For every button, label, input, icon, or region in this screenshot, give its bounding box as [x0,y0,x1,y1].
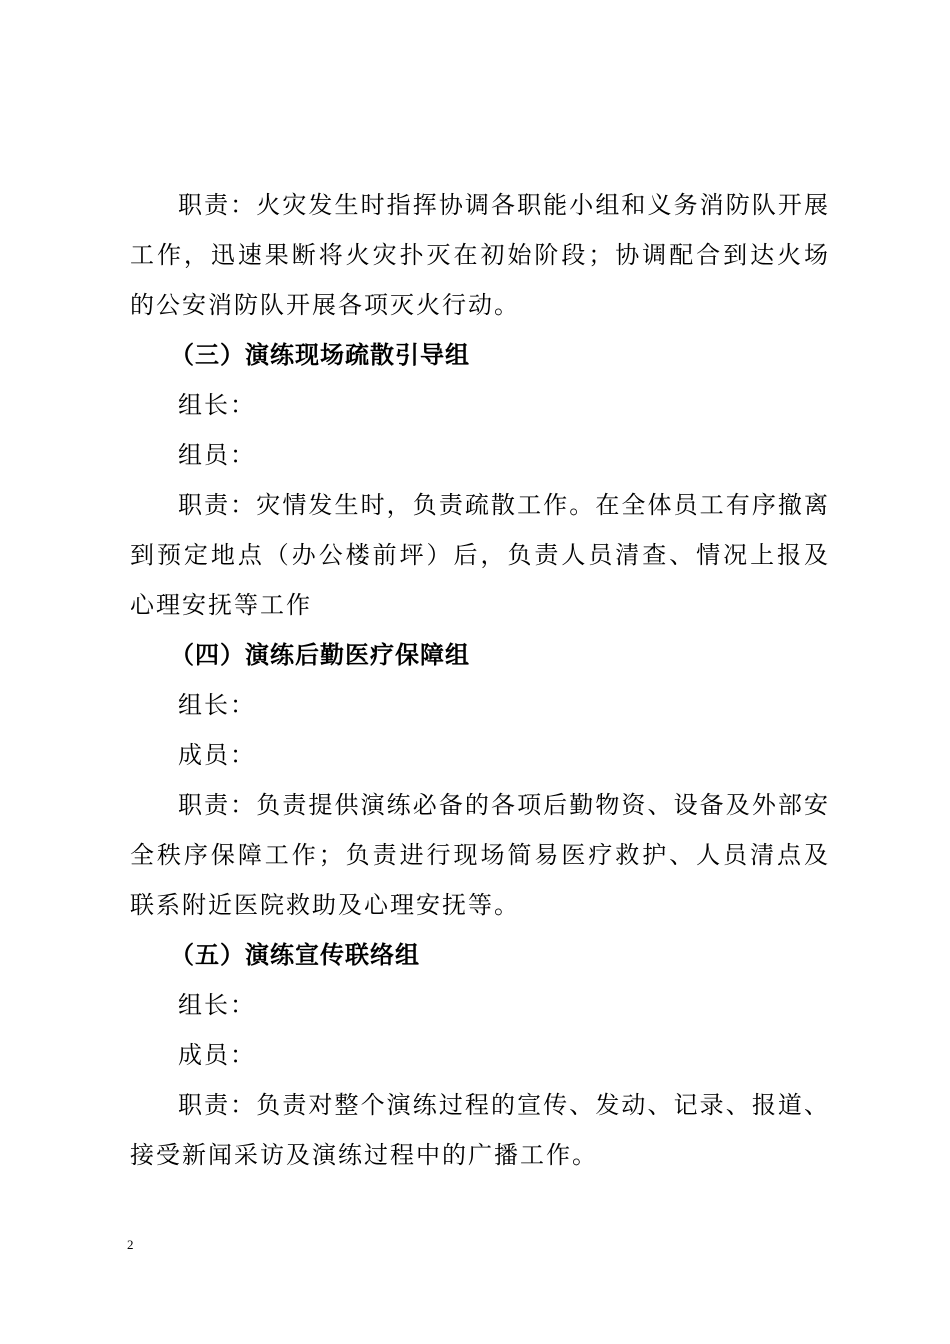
section-heading: （四）演练后勤医疗保障组 [170,641,470,669]
document-body [130,180,830,1180]
duties-paragraph: 职责：灾情发生时，负责疏散工作。在全体员工有序撤离到预定地点（办公楼前坪）后，负责人员清查、情况上报及心理安抚等工作 [130,491,830,619]
section-heading: （五）演练宣传联络组 [170,941,420,969]
member-line: 成员： [178,741,256,769]
section-heading: （三）演练现场疏散引导组 [170,341,470,369]
duties-paragraph: 职责：负责提供演练必备的各项后勤物资、设备及外部安全秩序保障工作；负责进行现场简易医疗救护、人员清点及联系附近医院救助及心理安抚等。 [130,791,830,919]
page-number: 2 [127,1237,134,1252]
member-line: 组员： [178,441,256,469]
duties-paragraph: 职责：火灾发生时指挥协调各职能小组和义务消防队开展工作，迅速果断将火灾扑灭在初始阶段；协调配合到达火场的公安消防队开展各项灭火行动。 [130,191,830,319]
leader-line: 组长： [178,991,256,1019]
member-line: 成员： [178,1041,256,1069]
leader-line: 组长： [178,391,256,419]
leader-line: 组长： [178,691,256,719]
duties-paragraph: 职责：负责对整个演练过程的宣传、发动、记录、报道、接受新闻采访及演练过程中的广播工作。 [130,1091,830,1169]
